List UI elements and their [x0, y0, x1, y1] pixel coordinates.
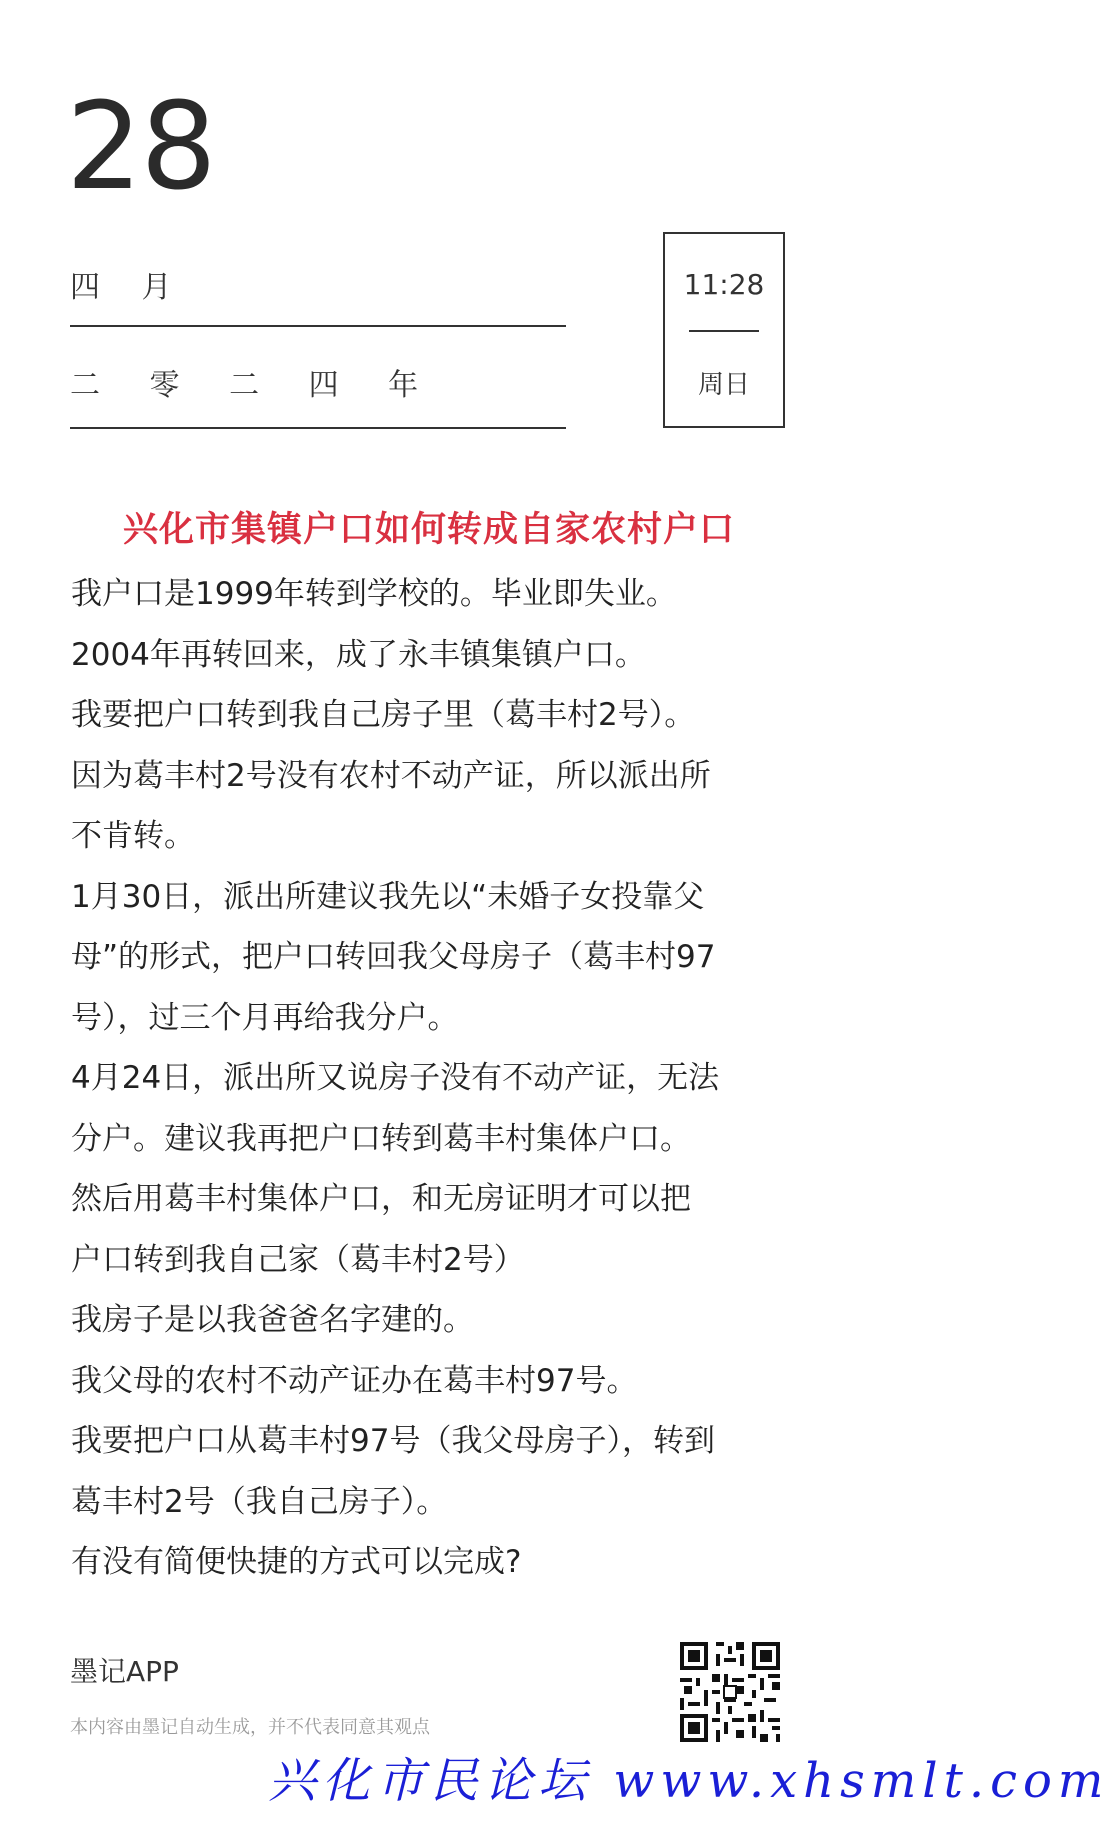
article-line: 我父母的农村不动产证办在葛丰村97号。 — [71, 1362, 638, 1399]
article-body — [71, 564, 791, 1593]
article-line: 不肯转。 — [71, 818, 195, 854]
qr-code-icon[interactable] — [676, 1638, 784, 1746]
article-line: 号），过三个月再给我分户。 — [71, 999, 459, 1036]
article-title: 兴化市集镇户口如何转成自家农村户口 — [122, 510, 735, 550]
time-box — [663, 232, 785, 428]
article-line: 2004年再转回来，成了永丰镇集镇户口。 — [71, 636, 646, 673]
article-line: 分户。建议我再把户口转到葛丰村集体户口。 — [71, 1120, 691, 1157]
article-line: 我户口是1999年转到学校的。毕业即失业。 — [71, 576, 677, 612]
article-line: 我要把户口从葛丰村97号（我父母房子），转到 — [71, 1423, 715, 1459]
watermark-text: 兴化市民论坛 www.xhsmlt.com — [268, 1753, 1109, 1809]
article-line: 因为葛丰村2号没有农村不动产证，所以派出所 — [71, 757, 711, 794]
divider-line — [70, 325, 566, 327]
article-line: 4月24日，派出所又说房子没有不动产证，无法 — [71, 1060, 720, 1096]
divider-line — [70, 427, 566, 429]
article-line: 然后用葛丰村集体户口，和无房证明才可以把 — [71, 1181, 691, 1217]
article-line: 我要把户口转到我自己房子里（葛丰村2号）。 — [71, 697, 696, 733]
app-name: 墨记APP — [70, 1655, 179, 1688]
date-month: 四 月 — [70, 270, 188, 305]
date-day: 28 — [66, 78, 215, 217]
time-divider — [689, 330, 759, 332]
article-line: 母”的形式，把户口转回我父母房子（葛丰村97 — [71, 939, 716, 975]
article-line: 1月30日，派出所建议我先以“未婚子女投靠父 — [71, 878, 705, 915]
article-line: 户口转到我自己家（葛丰村2号） — [71, 1241, 525, 1278]
disclaimer-text: 本内容由墨记自动生成，并不代表同意其观点 — [70, 1717, 430, 1738]
article-line: 我房子是以我爸爸名字建的。 — [71, 1302, 474, 1338]
date-year: 二 零 二 四 年 — [70, 368, 439, 403]
article-line: 葛丰村2号（我自己房子）。 — [71, 1483, 448, 1520]
article-line: 有没有简便快捷的方式可以完成? — [71, 1544, 522, 1580]
time-label: 11:28 — [683, 268, 765, 301]
weekday-label: 周日 — [697, 370, 750, 400]
